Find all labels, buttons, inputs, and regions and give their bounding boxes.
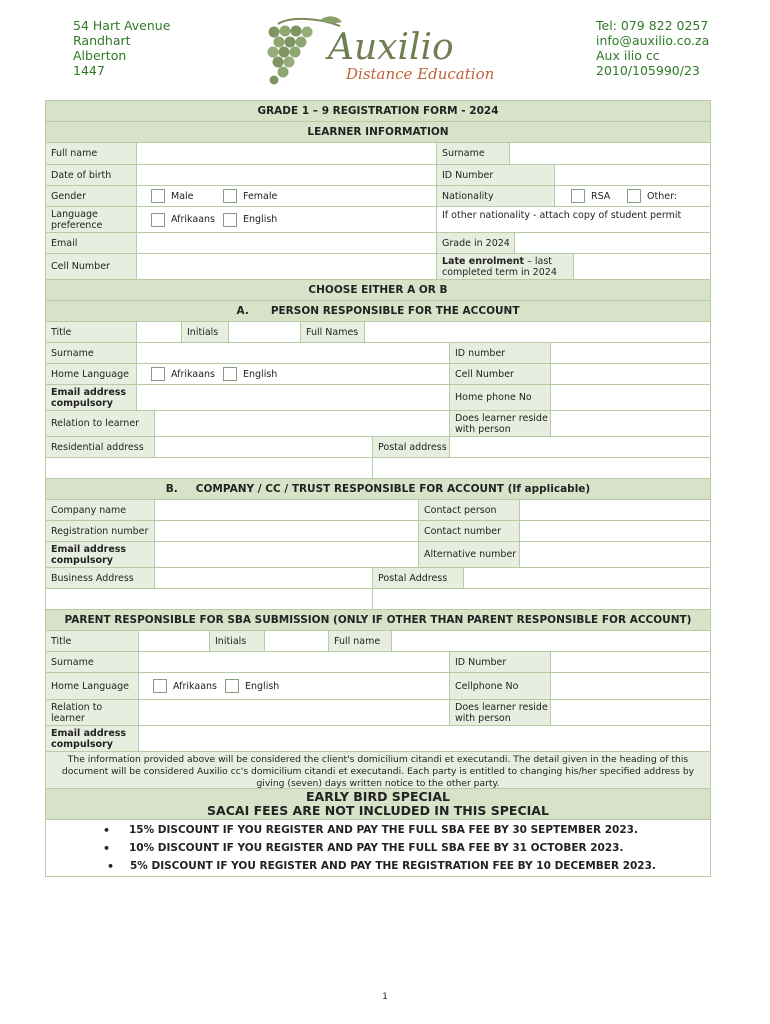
b-contact-number-field[interactable] (519, 521, 710, 541)
a-row-email (46, 385, 710, 411)
b-row-registration (46, 521, 710, 542)
p-reside-field[interactable] (550, 700, 710, 725)
b-business-field-2[interactable] (46, 589, 372, 609)
a-row-address-cont (46, 458, 710, 479)
other-nationality-label: Other: (647, 190, 678, 202)
id-number-field[interactable] (554, 165, 710, 185)
form-title: GRADE 1 – 9 REGISTRATION FORM - 2024 (46, 101, 710, 122)
email-label: Email (46, 233, 136, 253)
b-registration-label: Registration number (46, 521, 154, 541)
a-row-relation (46, 411, 710, 437)
full-name-field[interactable] (136, 143, 436, 164)
other-nationality-checkbox[interactable] (627, 189, 641, 203)
b-row-address-cont (46, 589, 710, 610)
a-id-label: ID number (449, 343, 550, 363)
b-contact-number-label: Contact number (418, 521, 519, 541)
choose-heading: CHOOSE EITHER A OR B (46, 280, 710, 301)
a-cell-field[interactable] (550, 364, 710, 384)
b-email-field[interactable] (154, 542, 418, 567)
b-contact-person-field[interactable] (519, 500, 710, 520)
surname-field[interactable] (509, 143, 710, 164)
logo-tagline: Distance Education (346, 65, 495, 83)
domicilium-notice: The information provided above will be considered the client's domicilium citandi et executandi. The detail given in the heading of this document will be considered Auxilio cc's domicilium citandi et executandi. Each party is entitled to changing his/her specified address by giving (seven) days written notice to the other party. (46, 752, 710, 789)
grade-label: Grade in 2024 (436, 233, 514, 253)
section-b-letter: B. (165, 483, 178, 495)
learner-row-cell (46, 254, 710, 280)
discount-item: 5% DISCOUNT IF YOU REGISTER AND PAY THE REGISTRATION FEE BY 10 DECEMBER 2023. (130, 860, 656, 872)
contact-line: Tel: 079 822 0257 (596, 18, 709, 33)
a-cell-label: Cell Number (449, 364, 550, 384)
list-item (46, 858, 710, 876)
b-company-label: Company name (46, 500, 154, 520)
contact-line: 2010/105990/23 (596, 63, 700, 78)
a-surname-label: Surname (46, 343, 136, 363)
a-residential-field-2[interactable] (46, 458, 372, 478)
a-relation-field[interactable] (154, 411, 449, 436)
rsa-label: RSA (591, 190, 611, 202)
a-full-names-field[interactable] (364, 322, 710, 342)
male-checkbox[interactable] (151, 189, 165, 203)
a-title-field[interactable] (136, 322, 181, 342)
contact-line: info@auxilio.co.za (596, 33, 710, 48)
cell-field[interactable] (136, 254, 436, 279)
address-line: 1447 (73, 63, 105, 78)
company-contact (596, 18, 709, 78)
a-english-checkbox[interactable] (223, 367, 237, 381)
p-relation-field[interactable] (138, 700, 449, 725)
p-cellphone-label: Cellphone No (449, 673, 550, 699)
p-surname-label: Surname (46, 652, 138, 672)
a-title-label: Title (46, 322, 136, 342)
b-alt-number-label: Alternative number (418, 542, 519, 567)
p-reside-label: Does learner reside with person (449, 700, 550, 725)
late-enrolment-bold: Late enrolment (442, 255, 525, 267)
learner-heading: LEARNER INFORMATION (46, 122, 710, 143)
b-business-field[interactable] (154, 568, 372, 588)
section-b-title: COMPANY / CC / TRUST RESPONSIBLE FOR ACCOUNT (If applicable) (195, 483, 591, 495)
a-postal-field-2[interactable] (372, 458, 710, 478)
p-row-language (46, 673, 710, 700)
a-english-label: English (243, 368, 278, 380)
p-english-checkbox[interactable] (225, 679, 239, 693)
a-postal-field[interactable] (449, 437, 710, 457)
learner-row-email (46, 233, 710, 254)
language-label: Language preference (46, 207, 136, 232)
a-email-label: Email address compulsory (46, 385, 136, 410)
p-english-label: English (245, 680, 280, 692)
p-id-field[interactable] (550, 652, 710, 672)
p-title-label: Title (46, 631, 138, 651)
auxilio-logo (250, 14, 500, 89)
b-row-address (46, 568, 710, 589)
learner-row-name (46, 143, 710, 165)
section-a-heading (46, 301, 710, 322)
b-row-email (46, 542, 710, 568)
p-row-surname (46, 652, 710, 673)
b-postal-field-2[interactable] (372, 589, 710, 609)
p-full-name-label: Full name (328, 631, 391, 651)
a-email-field[interactable] (136, 385, 449, 410)
company-address (73, 18, 170, 78)
section-a-title: PERSON RESPONSIBLE FOR THE ACCOUNT (270, 305, 520, 317)
p-row-relation (46, 700, 710, 726)
discount-item: 15% DISCOUNT IF YOU REGISTER AND PAY THE FULL SBA FEE BY 30 SEPTEMBER 2023. (129, 824, 638, 836)
section-b-heading (46, 479, 710, 500)
a-language-options (136, 364, 449, 384)
rsa-checkbox[interactable] (571, 189, 585, 203)
p-row-title (46, 631, 710, 652)
language-options (136, 207, 436, 232)
parent-heading: PARENT RESPONSIBLE FOR SBA SUBMISSION (ONLY IF OTHER THAN PARENT RESPONSIBLE FOR ACCOUNT) (46, 610, 710, 631)
logo-wordmark: Auxilio (328, 27, 454, 68)
p-language-options (138, 673, 449, 699)
a-row-surname (46, 343, 710, 364)
registration-form (45, 100, 711, 877)
english-label: English (243, 214, 278, 225)
address-line: 54 Hart Avenue (73, 18, 171, 33)
b-business-label: Business Address (46, 568, 154, 588)
p-afrikaans-label: Afrikaans (173, 680, 217, 692)
a-residential-field[interactable] (154, 437, 372, 457)
a-language-label: Home Language (46, 364, 136, 384)
list-item (46, 822, 710, 840)
late-enrolment-label (436, 254, 573, 279)
bullet-icon: • (107, 860, 115, 873)
section-a-letter: A. (236, 305, 249, 317)
a-reside-label: Does learner reside with person (449, 411, 550, 436)
contact-line: Aux ilio cc (596, 48, 660, 63)
email-field[interactable] (136, 233, 436, 253)
early-bird-subtitle: SACAI FEES ARE NOT INCLUDED IN THIS SPECIAL (207, 803, 549, 818)
a-initials-field[interactable] (228, 322, 300, 342)
p-full-name-field[interactable] (391, 631, 710, 651)
late-enrolment-field[interactable] (573, 254, 710, 279)
a-home-phone-field[interactable] (550, 385, 710, 410)
a-surname-field[interactable] (136, 343, 449, 363)
learner-row-language (46, 207, 710, 233)
a-row-title (46, 322, 710, 343)
p-row-email (46, 726, 710, 752)
early-bird-heading (46, 789, 710, 820)
male-label: Male (171, 190, 194, 202)
discount-list (46, 820, 710, 876)
b-registration-field[interactable] (154, 521, 418, 541)
p-email-label: Email address compulsory (46, 726, 138, 751)
surname-label: Surname (436, 143, 509, 164)
p-initials-field[interactable] (264, 631, 328, 651)
gender-label: Gender (46, 186, 136, 206)
p-initials-label: Initials (209, 631, 264, 651)
p-title-field[interactable] (138, 631, 209, 651)
address-line: Alberton (73, 48, 127, 63)
list-item (46, 840, 710, 858)
address-line: Randhart (73, 33, 131, 48)
b-contact-person-label: Contact person (418, 500, 519, 520)
a-initials-label: Initials (181, 322, 228, 342)
page-number: 1 (382, 992, 388, 1002)
b-email-label: Email address compulsory (46, 542, 154, 567)
bullet-icon: • (103, 824, 111, 837)
p-id-label: ID Number (449, 652, 550, 672)
full-name-label: Full name (46, 143, 136, 164)
a-full-names-label: Full Names (300, 322, 364, 342)
late-enrolment-rest: – last completed term in 2024 (442, 255, 557, 278)
b-postal-field[interactable] (463, 568, 710, 588)
p-afrikaans-checkbox[interactable] (153, 679, 167, 693)
b-company-field[interactable] (154, 500, 418, 520)
learner-row-dob (46, 165, 710, 186)
other-nationality-note: If other nationality - attach copy of student permit (436, 207, 710, 232)
early-bird-title: EARLY BIRD SPECIAL (306, 789, 450, 804)
b-row-company (46, 500, 710, 521)
dob-label: Date of birth (46, 165, 136, 185)
cell-label: Cell Number (46, 254, 136, 279)
a-id-field[interactable] (550, 343, 710, 363)
id-number-label: ID Number (436, 165, 554, 185)
a-home-phone-label: Home phone No (449, 385, 550, 410)
female-checkbox[interactable] (223, 189, 237, 203)
p-language-label: Home Language (46, 673, 138, 699)
a-relation-label: Relation to learner (46, 411, 154, 436)
p-relation-label: Relation to learner (46, 700, 138, 725)
a-residential-label: Residential address (46, 437, 154, 457)
p-cellphone-field[interactable] (550, 673, 710, 699)
afrikaans-checkbox[interactable] (151, 213, 165, 227)
afrikaans-label: Afrikaans (171, 214, 215, 225)
a-reside-field[interactable] (550, 411, 710, 436)
p-email-field[interactable] (138, 726, 710, 751)
grade-field[interactable] (514, 233, 710, 253)
a-afrikaans-checkbox[interactable] (151, 367, 165, 381)
b-postal-label: Postal Address (372, 568, 463, 588)
learner-row-gender (46, 186, 710, 207)
a-postal-label: Postal address (372, 437, 449, 457)
discount-item: 10% DISCOUNT IF YOU REGISTER AND PAY THE FULL SBA FEE BY 31 OCTOBER 2023. (129, 842, 624, 854)
gender-options (136, 186, 436, 206)
a-afrikaans-label: Afrikaans (171, 368, 215, 380)
english-checkbox[interactable] (223, 213, 237, 227)
dob-field[interactable] (136, 165, 436, 185)
b-alt-number-field[interactable] (519, 542, 710, 567)
a-row-address (46, 437, 710, 458)
a-row-language (46, 364, 710, 385)
nationality-label: Nationality (436, 186, 554, 206)
p-surname-field[interactable] (138, 652, 449, 672)
female-label: Female (243, 190, 278, 202)
nationality-options (554, 186, 710, 206)
bullet-icon: • (103, 842, 111, 855)
